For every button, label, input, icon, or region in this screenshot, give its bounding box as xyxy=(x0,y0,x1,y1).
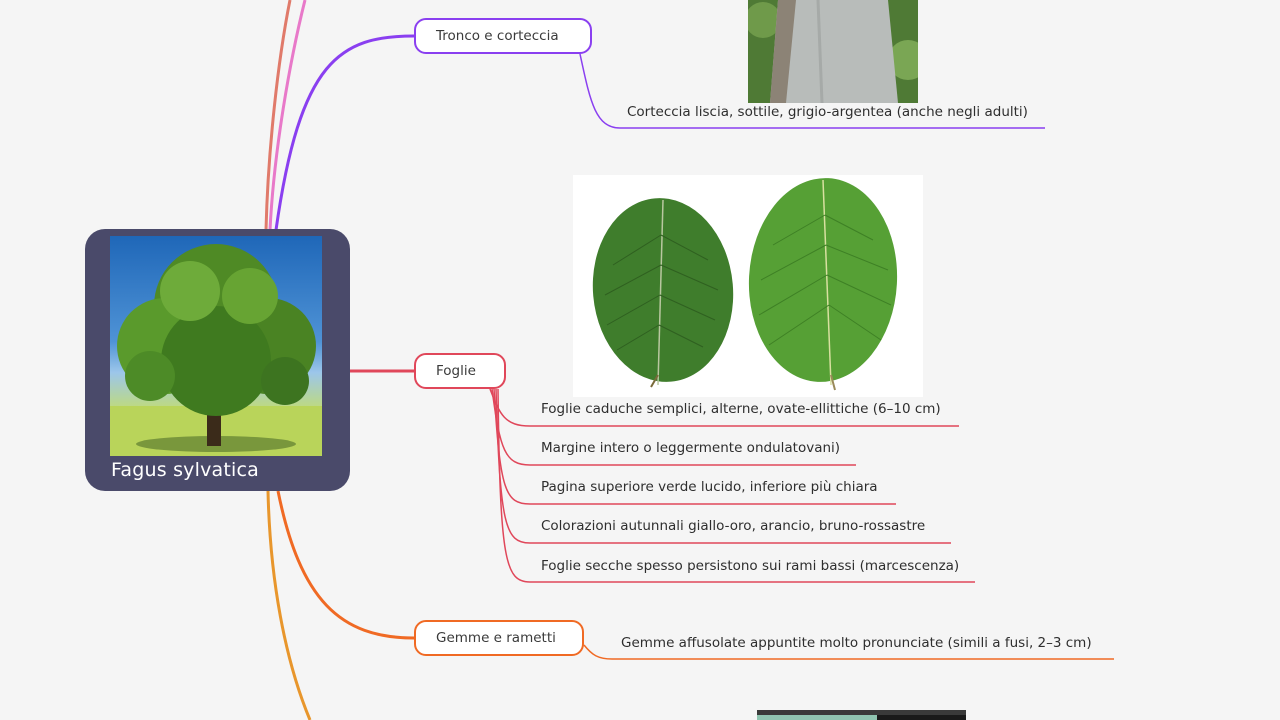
topic-tronco-e-corteccia[interactable]: Tronco e corteccia xyxy=(414,18,592,54)
bud-photo-icon xyxy=(757,710,966,720)
leaf-foglie-5[interactable]: Foglie secche spesso persistono sui rami bassi (marcescenza) xyxy=(541,558,960,574)
leaf-corteccia[interactable]: Corteccia liscia, sottile, grigio-argentea (anche negli adulti) xyxy=(627,104,1028,120)
connector-offscreen-top-1 xyxy=(266,0,290,230)
leaf-foglie-4[interactable]: Colorazioni autunnali giallo-oro, arancio, bruno-rossastre xyxy=(541,518,926,534)
root-node[interactable] xyxy=(85,229,350,491)
topic-gemme-e-rametti[interactable]: Gemme e rametti xyxy=(414,620,584,656)
beech-tree-photo-icon xyxy=(110,236,322,456)
beech-leaves-photo-icon xyxy=(573,175,923,397)
leaf-foglie-1[interactable]: Foglie caduche semplici, alterne, ovate-ellittiche (6–10 cm) xyxy=(541,401,941,417)
topic-foglie[interactable]: Foglie xyxy=(414,353,506,389)
leaf-foglie-3[interactable]: Pagina superiore verde lucido, inferiore più chiara xyxy=(541,479,878,495)
leaf-foglie-2[interactable]: Margine intero o leggermente ondulatovani) xyxy=(541,440,841,456)
leaf-gemme[interactable]: Gemme affusolate appuntite molto pronunciate (simili a fusi, 2–3 cm) xyxy=(621,635,1092,651)
connector-offscreen-top-2 xyxy=(270,0,305,230)
bark-photo-icon xyxy=(748,0,918,103)
root-title: Fagus sylvatica xyxy=(111,459,259,481)
connector-offscreen-bottom xyxy=(268,491,310,720)
connector-tronco xyxy=(276,36,414,230)
connector-gemme xyxy=(278,491,414,638)
